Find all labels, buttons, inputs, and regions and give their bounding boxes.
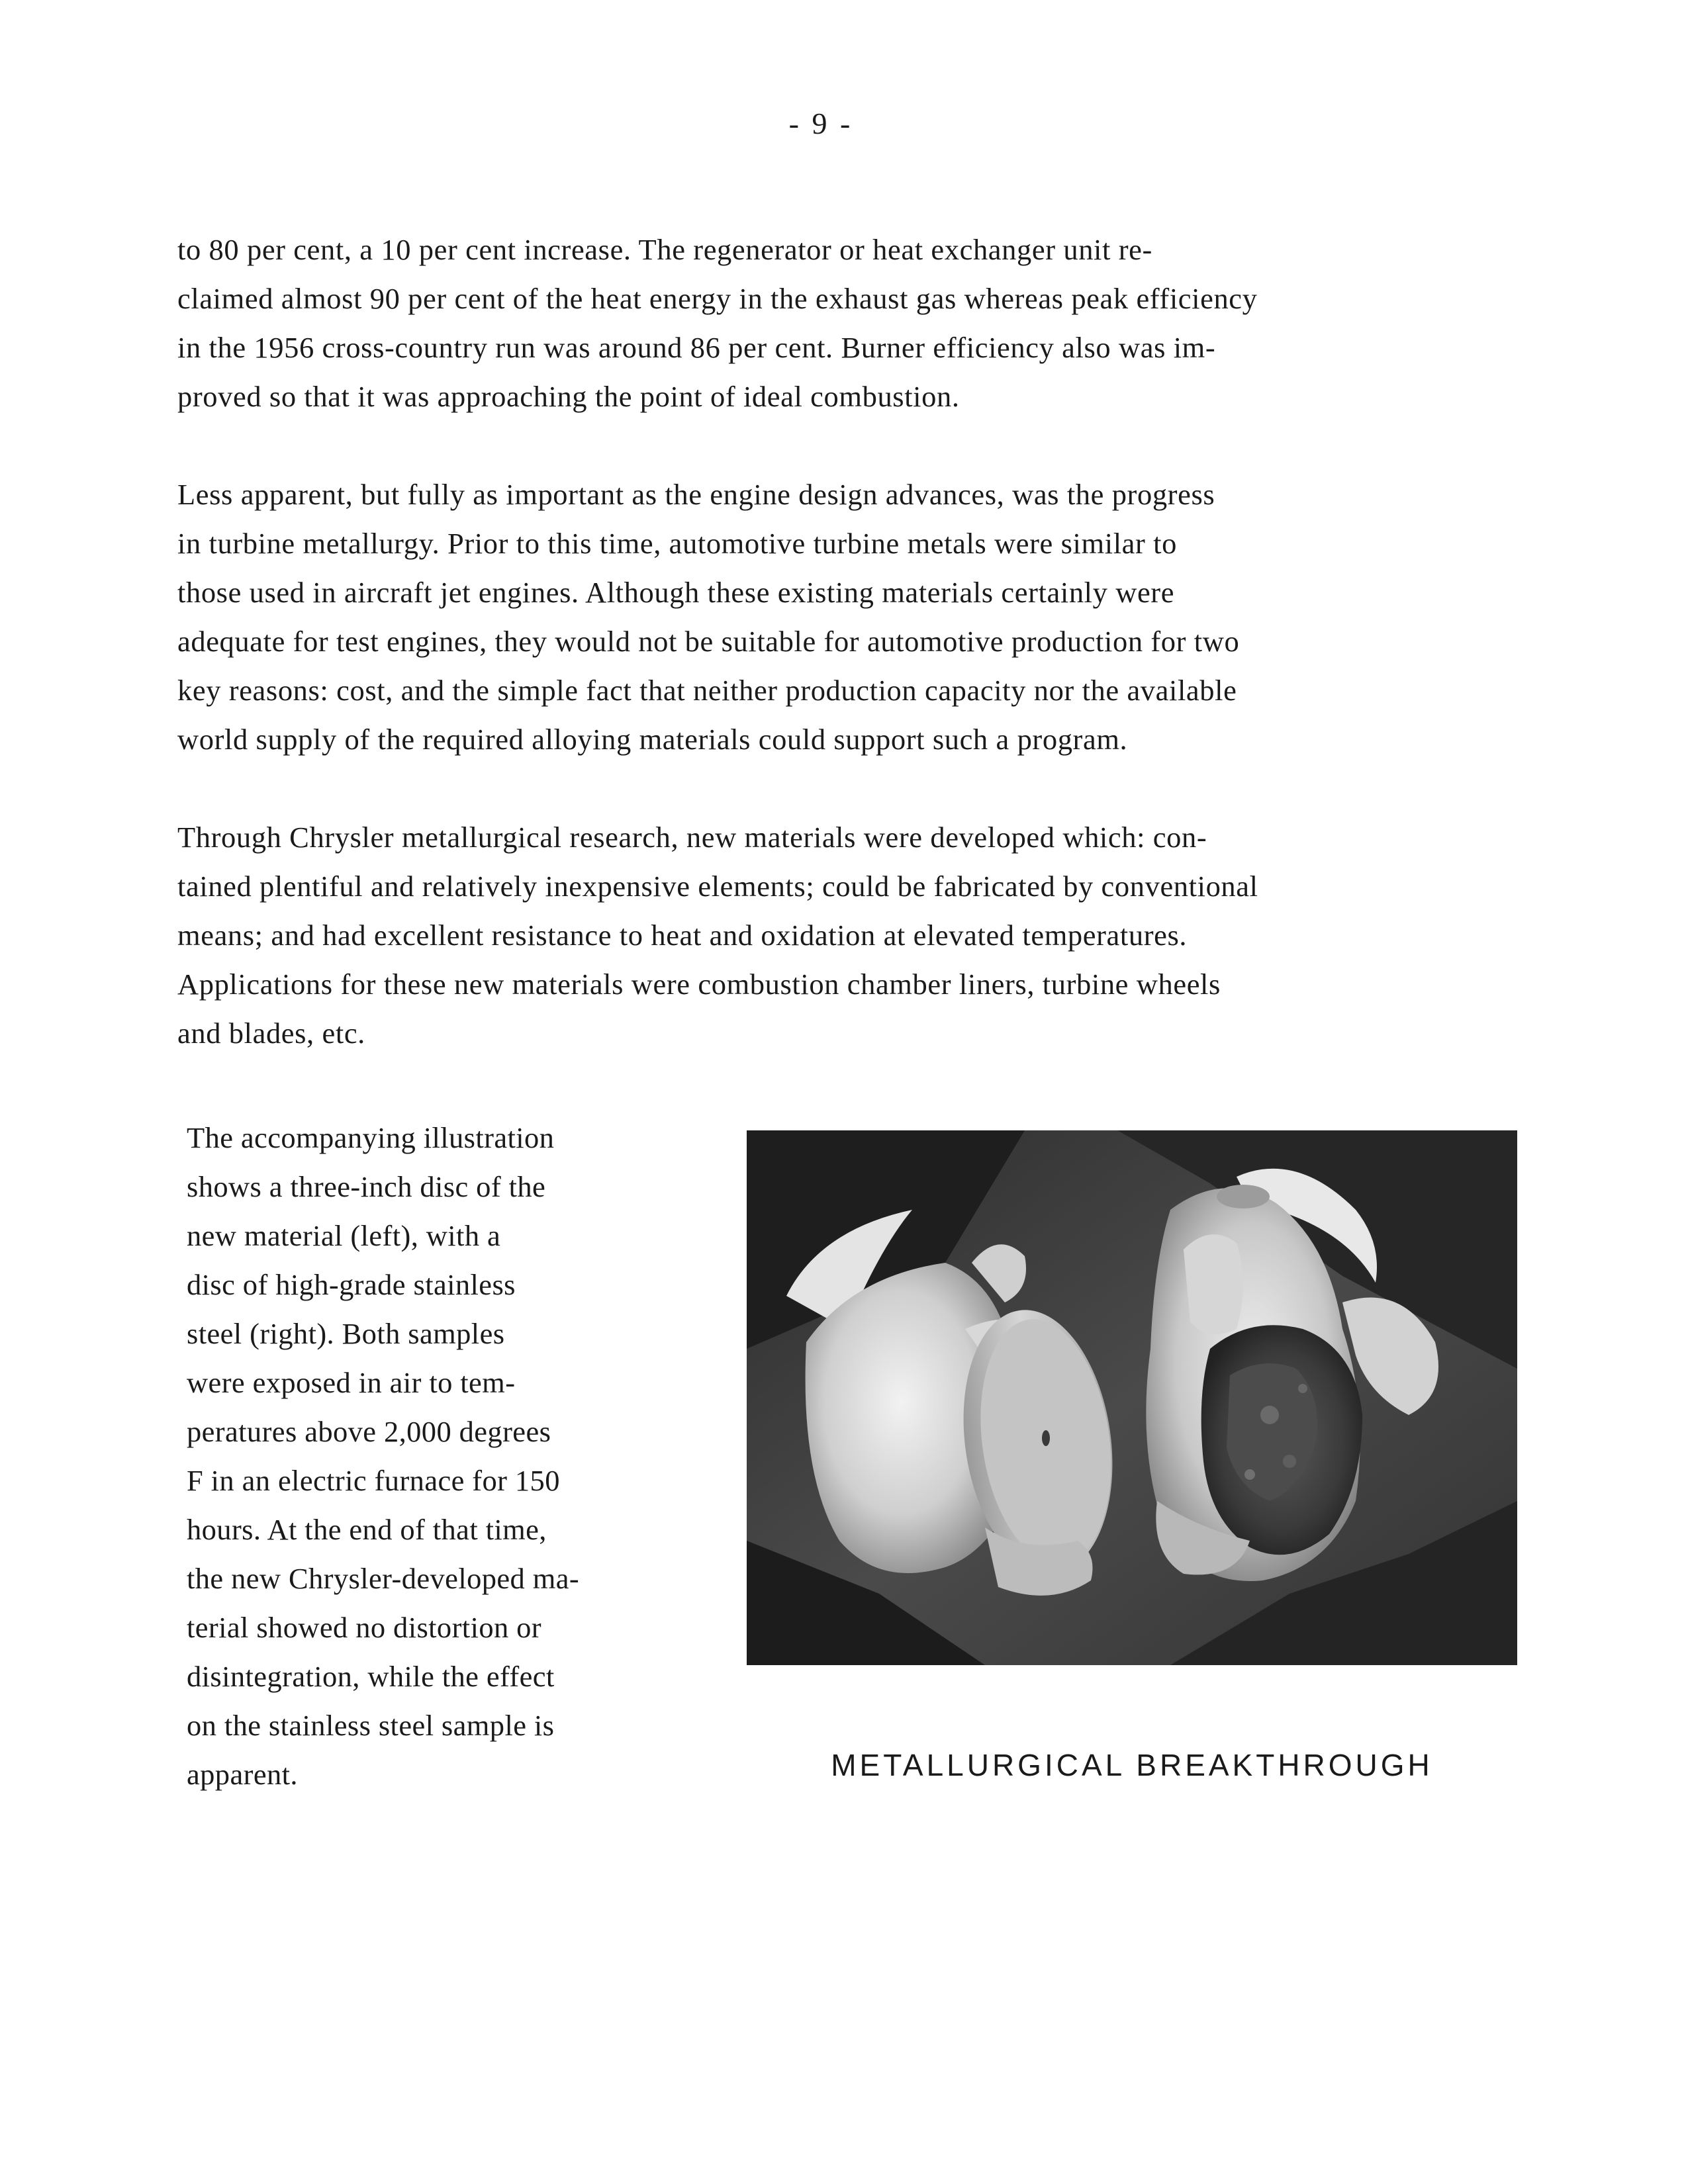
paragraph-line: in the 1956 cross-country run was around 86 per cent. Burner efficiency also was im- [177, 331, 1216, 364]
hands-holding-metal-discs-photo [747, 1130, 1517, 1665]
sidebar-line: on the stainless steel sample is [187, 1709, 555, 1742]
paragraph-line: means; and had excellent resistance to heat and oxidation at elevated temperatures. [177, 919, 1188, 952]
paragraph-line: in turbine metallurgy. Prior to this time, automotive turbine metals were similar to [177, 527, 1177, 560]
sidebar-line: new material (left), with a [187, 1219, 501, 1252]
paragraph-line: proved so that it was approaching the point of ideal combustion. [177, 380, 960, 413]
figure-caption: METALLURGICAL BREAKTHROUGH [831, 1748, 1433, 1782]
sidebar-line: The accompanying illustration [187, 1121, 555, 1154]
paragraph-line: those used in aircraft jet engines. Although these existing materials certainly were [177, 576, 1175, 609]
paragraph-line: adequate for test engines, they would not be suitable for automotive production for two [177, 625, 1240, 658]
sidebar-line: steel (right). Both samples [187, 1317, 505, 1350]
paragraph-metallurgy [177, 470, 1521, 764]
paragraph-efficiency [177, 225, 1521, 421]
paragraph-line: claimed almost 90 per cent of the heat energy in the exhaust gas whereas peak efficiency [177, 282, 1258, 315]
sidebar-line: disintegration, while the effect [187, 1660, 555, 1693]
page-number: - 9 - [788, 107, 853, 140]
sidebar-line: were exposed in air to tem- [187, 1366, 516, 1399]
sidebar-line: F in an electric furnace for 150 [187, 1464, 560, 1497]
sidebar-line: peratures above 2,000 degrees [187, 1415, 551, 1448]
sidebar-line: hours. At the end of that time, [187, 1513, 547, 1546]
illustration-description [187, 1113, 677, 1799]
sidebar-line: terial showed no distortion or [187, 1611, 542, 1644]
sidebar-line: apparent. [187, 1758, 298, 1791]
paragraph-line: key reasons: cost, and the simple fact that neither production capacity nor the available [177, 674, 1237, 707]
sidebar-line: the new Chrysler-developed ma- [187, 1562, 580, 1595]
paragraph-line: Applications for these new materials were combustion chamber liners, turbine wheels [177, 968, 1221, 1001]
sidebar-line: shows a three-inch disc of the [187, 1170, 546, 1203]
paragraph-line: Less apparent, but fully as important as the engine design advances, was the progress [177, 478, 1215, 511]
paragraph-line: world supply of the required alloying materials could support such a program. [177, 723, 1128, 756]
paragraph-line: and blades, etc. [177, 1017, 365, 1050]
paragraph-line: to 80 per cent, a 10 per cent increase. The regenerator or heat exchanger unit re- [177, 233, 1152, 266]
paragraph-line: tained plentiful and relatively inexpensive elements; could be fabricated by conventional [177, 870, 1258, 903]
sidebar-line: disc of high-grade stainless [187, 1268, 516, 1301]
paragraph-line: Through Chrysler metallurgical research, new materials were developed which: con- [177, 821, 1207, 854]
paragraph-new-materials [177, 813, 1521, 1058]
